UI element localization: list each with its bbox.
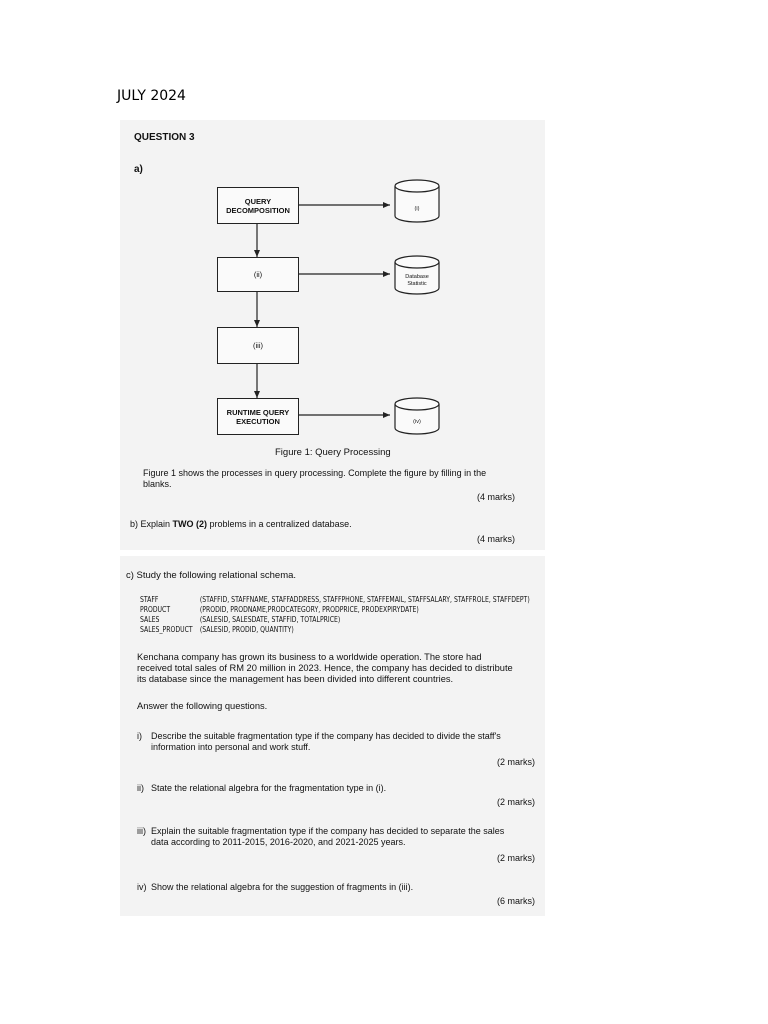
schema-table-name: SALES (140, 615, 160, 624)
box-iii-label: (iii) (253, 341, 263, 350)
part-a-instruction (143, 468, 523, 490)
scenario-line1: Kenchana company has grown its business to a worldwide operation. The store had (137, 652, 482, 662)
box-runtime-line1: RUNTIME QUERY (226, 407, 290, 417)
box-runtime-line2: EXECUTION (236, 416, 280, 426)
question-marks: (2 marks) (497, 853, 535, 863)
instruction-line1: Figure 1 shows the processes in query processing. Complete the figure by filling in the (143, 468, 487, 478)
schema-row-staff (140, 595, 530, 604)
question-title: QUESTION 3 (134, 132, 195, 143)
box-decomposition-line2: DECOMPOSITION (226, 205, 290, 215)
question-number: iv) (137, 882, 147, 892)
box-ii-label: (ii) (253, 270, 263, 279)
part-b-marks: (4 marks) (477, 534, 515, 544)
box-blank-ii (217, 257, 299, 292)
schema-table-name: PRODUCT (140, 605, 171, 614)
scenario-line2: received total sales of RM 20 million in 2023. Hence, the company has decided to distribute (137, 663, 513, 673)
page-header: JULY 2024 (117, 88, 186, 104)
stats-line2: Statistic (407, 280, 427, 287)
schema-attrs: (PRODID, PRODNAME,PRODCATEGORY, PRODPRICE, PRODEXPIRYDATE) (199, 605, 419, 614)
box-blank-iii (217, 327, 299, 364)
box-decomposition-line1: QUERY (244, 196, 272, 206)
part-a-marks: (4 marks) (477, 492, 515, 502)
schema-attrs: (STAFFID, STAFFNAME, STAFFADDRESS, STAFFPHONE, STAFFEMAIL, STAFFSALARY, STAFFROLE, STAFFDEPT) (199, 595, 530, 604)
answer-prompt: Answer the following questions. (137, 701, 268, 711)
question-line: data according to 2011-2015, 2016-2020, and 2021-2025 years. (151, 837, 406, 847)
question-line: Explain the suitable fragmentation type if the company has decided to separate the sales (151, 826, 505, 836)
scenario-paragraph (137, 652, 542, 685)
question-number: i) (137, 731, 142, 741)
question-iv-text (151, 882, 541, 893)
schema-table-name: STAFF (140, 595, 159, 604)
question-ii-text (151, 783, 541, 794)
part-b-bold: TWO (2) (172, 519, 208, 529)
cylinder-stats-label (395, 274, 439, 287)
question-line: Describe the suitable fragmentation type if the company has decided to divide the staff's (151, 731, 501, 741)
question-marks: (6 marks) (497, 896, 535, 906)
part-c-intro: c) Study the following relational schema. (126, 570, 297, 581)
schema-row-sales (140, 615, 340, 624)
question-i-text (151, 731, 541, 753)
scenario-line3: its database since the management has been divided into different countries. (137, 674, 454, 684)
question-number: iii) (137, 826, 146, 836)
question-line: State the relational algebra for the fragmentation type in (i). (151, 783, 387, 793)
schema-attrs: (SALESID, SALESDATE, STAFFID, TOTALPRICE) (199, 615, 341, 624)
figure-caption: Figure 1: Query Processing (275, 447, 391, 458)
box-query-decomposition (217, 187, 299, 224)
schema-attrs: (SALESID, PRODID, QUANTITY) (199, 625, 294, 634)
question-line: Show the relational algebra for the suggestion of fragments in (iii). (151, 882, 414, 892)
cylinder-i-label: (i) (414, 206, 420, 212)
schema-table-name: SALES_PRODUCT (140, 625, 193, 634)
question-line: information into personal and work stuff. (151, 742, 311, 752)
part-b-suffix: problems in a centralized database. (207, 519, 352, 529)
question-marks: (2 marks) (497, 757, 535, 767)
stats-line1: Database (405, 274, 429, 280)
box-runtime-query-execution (217, 398, 299, 435)
query-processing-diagram (0, 0, 768, 460)
cylinder-iv (395, 398, 439, 434)
question-marks: (2 marks) (497, 797, 535, 807)
part-a-label: a) (134, 164, 143, 175)
part-b-prefix: b) Explain (130, 519, 173, 529)
part-b-text (130, 519, 530, 530)
cylinder-iv-label: (iv) (413, 419, 421, 425)
schema-row-product (140, 605, 419, 614)
question-iii-text (151, 826, 541, 848)
schema-row-sales-product (140, 625, 294, 634)
question-number: ii) (137, 783, 144, 793)
cylinder-i (395, 180, 439, 222)
instruction-line2: blanks. (143, 479, 172, 489)
